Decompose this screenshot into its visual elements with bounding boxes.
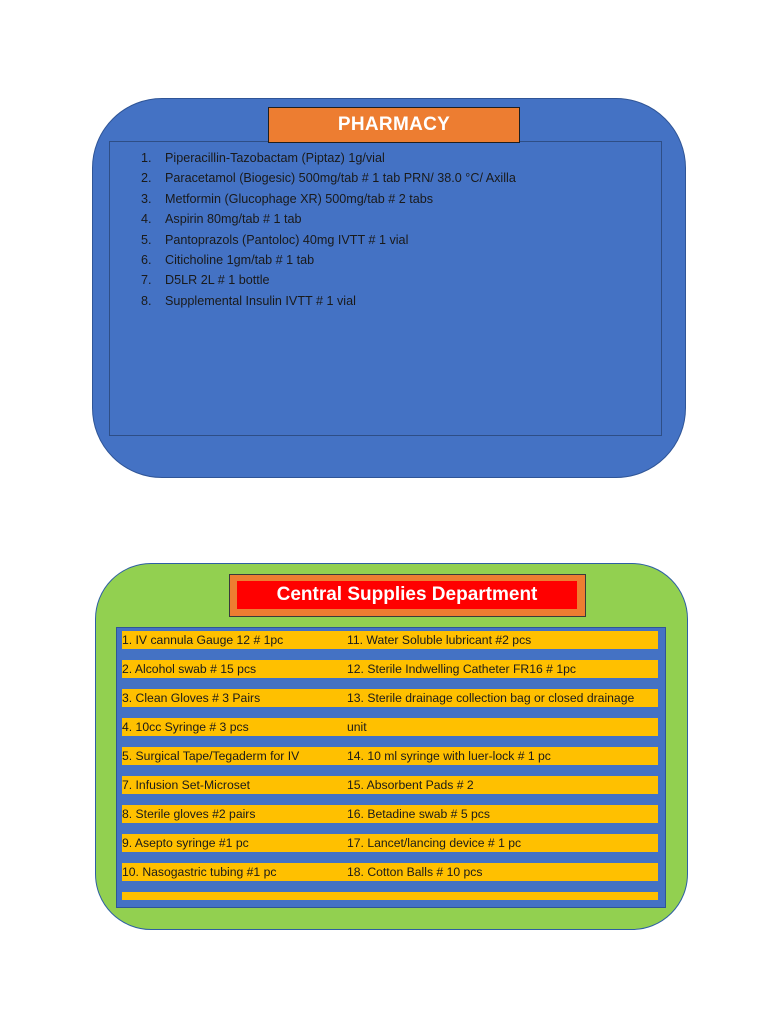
list-item: 5. Pantoprazols (Pantoloc) 40mg IVTT # 1 vial bbox=[141, 232, 409, 247]
medication-list bbox=[141, 148, 516, 311]
table-row: 2. Alcohol swab # 15 pcs 12. Sterile Indwelling Catheter FR16 # 1pc bbox=[122, 660, 658, 678]
list-item: 2. Paracetamol (Biogesic) 500mg/tab # 1 tab PRN/ 38.0 °C/ Axilla bbox=[141, 171, 516, 186]
supplies-title-frame bbox=[229, 574, 586, 617]
table-row: 3. Clean Gloves # 3 Pairs 13. Sterile drainage collection bag or closed drainage bbox=[122, 689, 658, 707]
list-item: 7. D5LR 2L # 1 bottle bbox=[141, 273, 270, 288]
list-item: 8. Supplemental Insulin IVTT # 1 vial bbox=[141, 293, 356, 308]
list-item: 1. Piperacillin-Tazobactam (Piptaz) 1g/vial bbox=[141, 151, 385, 165]
table-row: 5. Surgical Tape/Tegaderm for IV 14. 10 ml syringe with luer-lock # 1 pc bbox=[122, 747, 658, 765]
table-row: 4. 10cc Syringe # 3 pcs unit bbox=[122, 718, 658, 736]
table-row bbox=[122, 892, 658, 900]
pharmacy-card bbox=[92, 98, 686, 478]
supplies-card bbox=[95, 563, 688, 930]
supplies-title: Central Supplies Department bbox=[237, 581, 577, 609]
list-item: 4. Aspirin 80mg/tab # 1 tab bbox=[141, 212, 302, 227]
table-row: 1. IV cannula Gauge 12 # 1pc 11. Water Soluble lubricant #2 pcs bbox=[122, 631, 658, 649]
supplies-table bbox=[116, 627, 666, 908]
table-row: 10. Nasogastric tubing #1 pc 18. Cotton Balls # 10 pcs bbox=[122, 863, 658, 881]
table-row: 9. Asepto syringe #1 pc 17. Lancet/lancing device # 1 pc bbox=[122, 834, 658, 852]
table-row: 8. Sterile gloves #2 pairs 16. Betadine swab # 5 pcs bbox=[122, 805, 658, 823]
list-item: 3. Metformin (Glucophage XR) 500mg/tab # 2 tabs bbox=[141, 191, 434, 206]
list-item: 6. Citicholine 1gm/tab # 1 tab bbox=[141, 252, 315, 267]
pharmacy-title: PHARMACY bbox=[268, 107, 520, 143]
table-row: 7. Infusion Set-Microset 15. Absorbent Pads # 2 bbox=[122, 776, 658, 794]
